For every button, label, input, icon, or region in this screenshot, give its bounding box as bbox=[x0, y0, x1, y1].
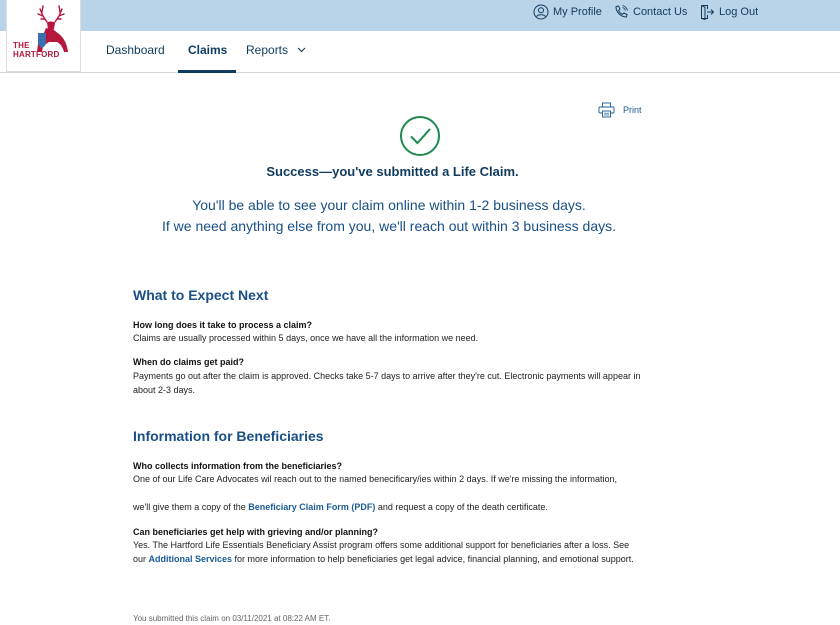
printer-icon bbox=[598, 102, 615, 118]
logo-text-the: THE bbox=[13, 41, 30, 50]
nav-reports[interactable] bbox=[246, 43, 306, 57]
follow-up-message: If we need anything else from you, we'll reach out within 3 business days. bbox=[161, 218, 617, 234]
active-tab-indicator bbox=[178, 70, 236, 73]
faq-answer-continued bbox=[133, 501, 643, 515]
phone-icon bbox=[613, 4, 629, 20]
what-to-expect-heading: What to Expect Next bbox=[133, 287, 269, 303]
nav-claims[interactable]: Claims bbox=[188, 43, 228, 57]
user-icon bbox=[533, 4, 549, 20]
print-label: Print bbox=[623, 105, 642, 115]
submission-timestamp: You submitted this claim on 03/11/2021 at 08:22 AM ET. bbox=[133, 614, 331, 623]
main-navigation bbox=[0, 31, 840, 73]
my-profile-link[interactable] bbox=[533, 0, 602, 23]
answer-text: we'll give them a copy of the bbox=[133, 502, 249, 512]
faq-question: Can beneficiaries get help with grieving and/or planning? bbox=[133, 527, 379, 537]
print-button[interactable] bbox=[598, 102, 642, 118]
chevron-down-icon bbox=[297, 47, 306, 53]
success-checkmark-icon bbox=[399, 115, 441, 157]
contact-us-link[interactable] bbox=[613, 0, 687, 23]
answer-text: Yes. The Hartford Life Essentials Beneficiary Assist program offers some additional support for beneficiaries after a loss. See our bbox=[133, 540, 630, 564]
faq-answer: Claims are usually processed within 5 days, once we have all the information we need. bbox=[133, 333, 479, 343]
faq-question: How long does it take to process a claim? bbox=[133, 320, 313, 330]
contact-us-label: Contact Us bbox=[633, 5, 688, 18]
faq-question: When do claims get paid? bbox=[133, 357, 245, 367]
my-profile-label: My Profile bbox=[553, 5, 602, 18]
nav-reports-label: Reports bbox=[246, 43, 289, 57]
success-title: Success—you've submitted a Life Claim. bbox=[266, 164, 519, 179]
logo-text-hartford: HARTFORD bbox=[13, 50, 60, 59]
log-out-label: Log Out bbox=[719, 5, 759, 18]
log-out-link[interactable] bbox=[699, 0, 758, 23]
nav-dashboard[interactable]: Dashboard bbox=[106, 43, 165, 57]
additional-services-link[interactable]: Additional Services bbox=[148, 553, 233, 564]
visibility-message: You'll be able to see your claim online within 1-2 business days. bbox=[192, 197, 586, 213]
beneficiary-claim-form-link[interactable]: Beneficiary Claim Form (PDF) bbox=[248, 502, 376, 512]
log-out-icon bbox=[699, 4, 715, 20]
faq-answer bbox=[133, 539, 643, 566]
faq-question: Who collects information from the beneficiaries? bbox=[133, 461, 343, 471]
answer-text: for more information to help beneficiaries get legal advice, financial planning, and emotional support. bbox=[232, 553, 634, 564]
faq-answer: One of our Life Care Advocates wil reach out to the named benecificary/ies within 2 days. If we're missing the information, bbox=[133, 474, 617, 484]
answer-text: and request a copy of the death certificate. bbox=[375, 502, 548, 512]
faq-answer: Payments go out after the claim is approved. Checks take 5-7 days to arrive after they're cut. Electronic payments will appear in about 2-3 days. bbox=[133, 371, 641, 395]
beneficiaries-heading: Information for Beneficiaries bbox=[133, 428, 324, 444]
